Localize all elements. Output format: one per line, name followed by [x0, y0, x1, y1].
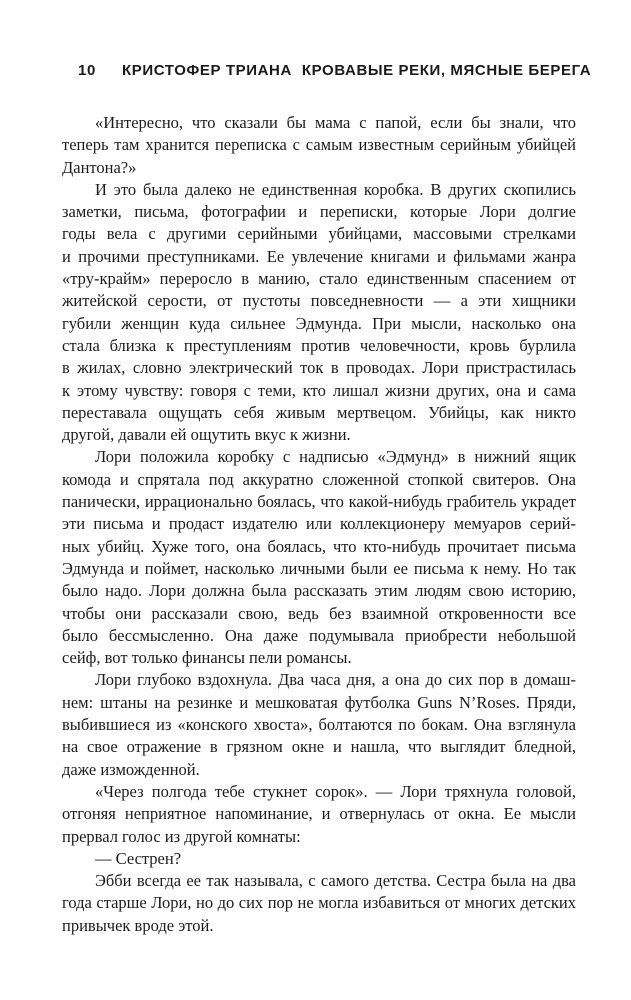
- text-line: отгоняя неприятное напоминание, и отвернулась от окна. Ее мысли: [62, 804, 576, 824]
- text-line: к этому чувству: говоря с теми, кто лишал жизни других, она и сама: [62, 380, 576, 400]
- text-line: ных убийц. Хуже того, она боялась, что кто-нибудь прочитает письма: [62, 536, 576, 556]
- text-line: житейской серости, от пустоты повседневности — а эти хищники: [62, 291, 576, 311]
- text-line: «Через полгода тебе стукнет сорок». — Лори тряхнула головой,: [95, 781, 576, 801]
- text-line: губили женщин куда сильнее Эдмунда. При мысли, насколько она: [62, 313, 576, 333]
- text-line: эти письма и продаст издателю или коллекционеру мемуаров серий-: [62, 514, 576, 534]
- text-line: года старше Лори, но до сих пор не могла избавиться от многих детских: [62, 893, 576, 913]
- text-line: было надо. Лори должна была рассказать этим людям свою историю,: [62, 581, 576, 601]
- running-head: [78, 62, 592, 79]
- text-line: выбившиеся из «конского хвоста», болтаются по бокам. Она взглянула: [62, 715, 576, 735]
- text-line: чтобы они рассказали свою, ведь без взаимной откровенности все: [62, 603, 576, 623]
- text-line: сейф, вот только финансы пели романсы.: [62, 648, 352, 668]
- text-line: на свое отражение в грязном окне и нашла, что выглядит бледной,: [62, 737, 576, 757]
- page-number: 10: [78, 62, 96, 79]
- text-line: заметки, письма, фотографии и переписки, которые Лори долгие: [62, 202, 576, 222]
- running-title: КРОВАВЫЕ РЕКИ, МЯСНЫЕ БЕРЕГА: [301, 62, 592, 79]
- text-line: Эбби всегда ее так называла, с самого детства. Сестра была на два: [95, 871, 576, 891]
- text-line: нем: штаны на резинке и мешковатая футболка Guns N’Roses. Пряди,: [62, 692, 576, 712]
- text-line: панически, иррационально боялась, что какой-нибудь грабитель украдет: [62, 492, 576, 512]
- text-line: переставала ощущать себя живым мертвецом. Убийцы, как никто: [62, 402, 576, 422]
- text-line: даже изможденной.: [62, 759, 200, 779]
- text-line: теперь там хранится переписка с самым известным серийным убийцей: [62, 135, 576, 155]
- text-line: И это была далеко не единственная коробка. В других скопились: [95, 179, 576, 199]
- text-line: было бессмысленно. Она даже подумывала приобрести небольшой: [62, 625, 576, 645]
- text-line: «тру-крайм» переросло в манию, стало единственным спасением от: [62, 269, 576, 289]
- text-line: годы вела с другими серийными убийцами, массовыми стрелками: [62, 224, 576, 244]
- text-line: другой, давали ей ощутить вкус к жизни.: [62, 425, 351, 445]
- running-author: КРИСТОФЕР ТРИАНА: [122, 62, 292, 79]
- text-line: Дантона?»: [62, 157, 137, 177]
- body-text: [62, 112, 576, 937]
- text-line: комода и спрятала под аккуратно сложенной стопкой свитеров. Она: [62, 469, 576, 489]
- text-line: «Интересно, что сказали бы мама с папой, если бы знали, что: [95, 113, 576, 132]
- text-line: стала близка к преступлениям против человечности, кровь бурлила: [62, 335, 576, 355]
- text-line: прервал голос из другой комнаты:: [62, 826, 301, 846]
- text-line: Лори глубоко вздохнула. Два часа дня, а она до сих пор в домаш-: [95, 670, 576, 690]
- text-line: в жилах, словно электрический ток в проводах. Лори пристрастилась: [62, 358, 576, 378]
- text-line: — Сестрен?: [95, 848, 182, 868]
- text-line: Эдмунда и поймет, насколько личными были ее письма к нему. Но так: [62, 558, 576, 578]
- text-line: и прочими преступниками. Ее увлечение книгами и фильмами жанра: [62, 246, 576, 266]
- text-line: привычек вроде этой.: [62, 915, 214, 935]
- text-line: Лори положила коробку с надписью «Эдмунд» в нижний ящик: [95, 447, 576, 467]
